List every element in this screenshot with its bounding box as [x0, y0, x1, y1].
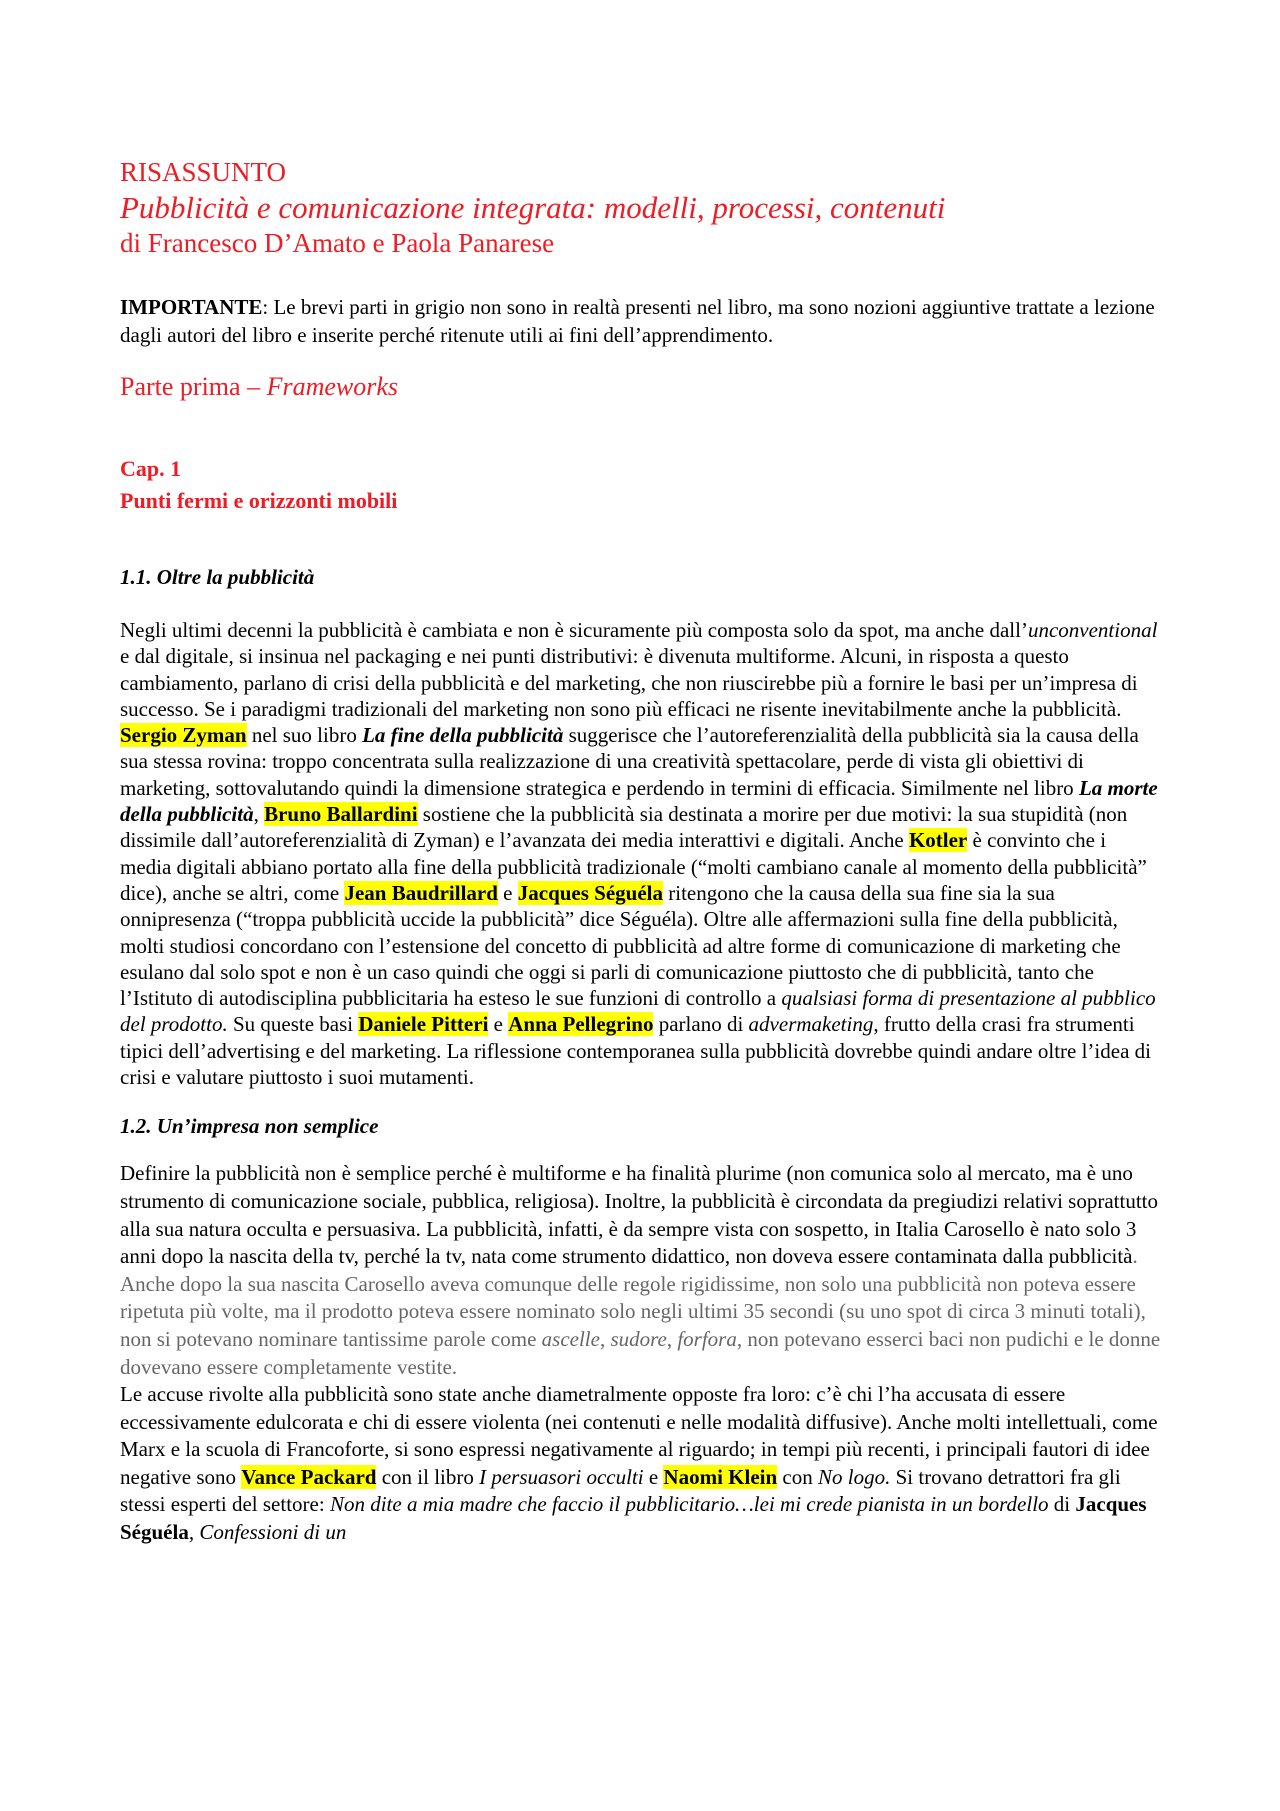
important-note: [120, 293, 1162, 349]
text-run: Le accuse rivolte alla pubblicità sono state anche diametralmente opposte fra loro: c’è chi l’ha accusata di essere eccessivamente edulcorata e chi di essere violenta (nei contenuti e nelle modalità diffusive). Anche molti intellettuali, come Marx e la scuola di Francoforte, si sono espressi negativamente al riguardo; in tempi più recenti, i principali fautori di idee negative sono: [120, 1382, 1158, 1489]
highlighted-name: Anna Pellegrino: [508, 1012, 654, 1037]
italic-text: Confessioni di un: [199, 1520, 347, 1545]
grey-italic-note: ascelle: [541, 1326, 600, 1351]
bold-text: Jacques Séguéla: [120, 1492, 1147, 1545]
part-heading: [120, 371, 1162, 403]
grey-italic-note: sudore: [610, 1326, 667, 1351]
text-run: con il libro: [376, 1464, 480, 1489]
italic-text: unconventional: [1027, 618, 1158, 642]
text-run: ,: [253, 802, 265, 827]
part-prefix: Parte prima –: [120, 372, 267, 401]
text-run: e: [497, 880, 518, 905]
part-name: Frameworks: [266, 372, 399, 401]
highlighted-name: Daniele Pitteri: [358, 1012, 489, 1037]
text-run: è convinto che i media digitali abbiano portato alla fine della pubblicità tradizionale (“molti cambiano canale al momento della pubblicità” dice), anche se altri, come: [120, 828, 1147, 905]
italic-text: advermaketing: [748, 1012, 874, 1037]
italic-text: I persuasori occulti: [479, 1464, 644, 1489]
highlighted-name: Vance Packard: [241, 1464, 377, 1489]
highlighted-name: Kotler: [908, 828, 968, 853]
highlighted-name: Bruno Ballardini: [264, 802, 418, 827]
chapter-heading: [120, 453, 1162, 517]
book-title-ref: La morte della pubblicità: [120, 775, 1158, 827]
section-2-paragraph: [120, 1160, 1162, 1546]
section-2-title: 1.2. Un’impresa non semplice: [120, 1114, 379, 1139]
grey-note: ,: [666, 1326, 678, 1351]
text-run: ,: [188, 1520, 200, 1545]
text-run: di: [1048, 1492, 1076, 1517]
italic-text: Non dite a mia madre che faccio il pubblicitario…lei mi crede pianista in un bordello: [329, 1492, 1049, 1517]
highlighted-name: Sergio Zyman: [120, 723, 247, 748]
important-label: IMPORTANTE: [120, 295, 263, 319]
text-run: Negli ultimi decenni la pubblicità è cambiata e non è sicuramente più composta solo da spot, ma anche dall’: [120, 618, 1028, 642]
italic-text: qualsiasi forma di presentazione al pubblico del prodotto.: [120, 986, 1156, 1037]
text-run: nel suo libro: [246, 723, 363, 748]
text-run: Si trovano detrattori fra gli stessi esperti del settore:: [120, 1464, 1121, 1517]
text-run: ritengono che la causa della sua fine sia la sua onnipresenza (“troppa pubblicità uccide la pubblicità” dice Séguéla). Oltre alle affermazioni sulla fine della pubblicità, molti studiosi concordano con l’estensione del concetto di pubblicità ad altre forme di comunicazione di marketing che esulano dal solo spot e non è un caso quindi che oggi si parli di comunicazione piuttosto che di pubblicità, tanto che l’Istituto di autodisciplina pubblicitaria ha esteso le sue funzioni di controllo a: [120, 880, 1121, 1011]
text-run: Definire la pubblicità non è semplice perché è multiforme e ha finalità plurime (non comunica solo al mercato, ma è uno strumento di comunicazione sociale, pubblica, religiosa). Inoltre, la pubblicità è circondata da pregiudizi relativi soprattutto alla sua natura occulta e persuasiva. La pubblicità, infatti, è da sempre vista con sospetto, in Italia Carosello è nato solo 3 anni dopo la nascita della tv, perché la tv, nata come strumento didattico, non doveva essere contaminata dalla pubblicità: [120, 1161, 1158, 1269]
chapter-title: Punti fermi e orizzonti mobili: [120, 488, 398, 513]
highlighted-name: Jean Baudrillard: [344, 880, 498, 905]
italic-text: No logo.: [818, 1464, 891, 1489]
text-run: e: [643, 1464, 664, 1489]
text-run: suggerisce che l’autoreferenzialità della pubblicità sia la causa della sua stessa rovina: troppo concentrata sulla realizzazione di una creatività spettacolare, perde di vista gli obiettivi di marketing, sottovalutando quindi la dimensione strategica e perdendo in termini di efficacia. Similmente nel libro: [120, 723, 1139, 800]
text-run: e: [488, 1012, 509, 1037]
text-run: parlano di: [653, 1012, 749, 1037]
book-title-ref: La fine della pubblicità: [362, 723, 564, 748]
chapter-number: Cap. 1: [120, 456, 182, 481]
grey-note: ,: [599, 1326, 611, 1351]
text-run: sostiene che la pubblicità sia destinata a morire per due motivi: la sua stupidità (non dissimile dall’autoreferenzialità di Zyman) e l’avanzata dei media interattivi e digitali. Anche: [120, 802, 1128, 853]
book-authors: di Francesco D’Amato e Paola Panarese: [120, 228, 555, 258]
document-label: RISASSUNTO: [120, 157, 287, 187]
text-run: Su queste basi: [227, 1012, 359, 1037]
book-title: Pubblicità e comunicazione integrata: modelli, processi, contenuti: [120, 190, 946, 225]
text-run: e dal digitale, si insinua nel packaging e nei punti distributivi: è divenuta multiforme. Alcuni, in risposta a questo cambiamento, parlano di crisi della pubblicità e del marketing, che non riuscirebbe più a fornire le basi per un’impresa di successo. Se i paradigmi tradizionali del marketing non sono più efficaci ne risente inevitabilmente anche la pubblicità.: [120, 644, 1138, 721]
section-1-title: 1.1. Oltre la pubblicità: [120, 565, 315, 589]
highlighted-name: Naomi Klein: [663, 1464, 778, 1489]
grey-note: . Anche dopo la sua nascita Carosello aveva comunque delle regole rigidissime, non solo una pubblicità non poteva essere ripetuta più volte, ma il prodotto poteva essere nominato solo negli ultimi 35 secondi (su uno spot di circa 3 minuti totali), non si potevano nominare tantissime parole come: [120, 1244, 1146, 1351]
grey-note: , non potevano esserci baci non pudichi e le donne dovevano essere completamente vestite.: [120, 1326, 1161, 1379]
text-run: con: [777, 1464, 818, 1489]
text-run: , frutto della crasi fra strumenti tipici dell’advertising e del marketing. La riflessione contemporanea sulla pubblicità dovrebbe quindi andare oltre l’idea di crisi e valutare piuttosto i suoi mutamenti.: [120, 1012, 1151, 1090]
important-text: : Le brevi parti in grigio non sono in realtà presenti nel libro, ma sono nozioni aggiuntive trattate a lezione dagli autori del libro e inserite perché ritenute utili ai fini dell’apprendimento.: [120, 295, 1155, 347]
section-1-paragraph: [120, 617, 1162, 1090]
highlighted-name: Jacques Séguéla: [517, 880, 664, 905]
grey-italic-note: forfora: [677, 1326, 737, 1351]
